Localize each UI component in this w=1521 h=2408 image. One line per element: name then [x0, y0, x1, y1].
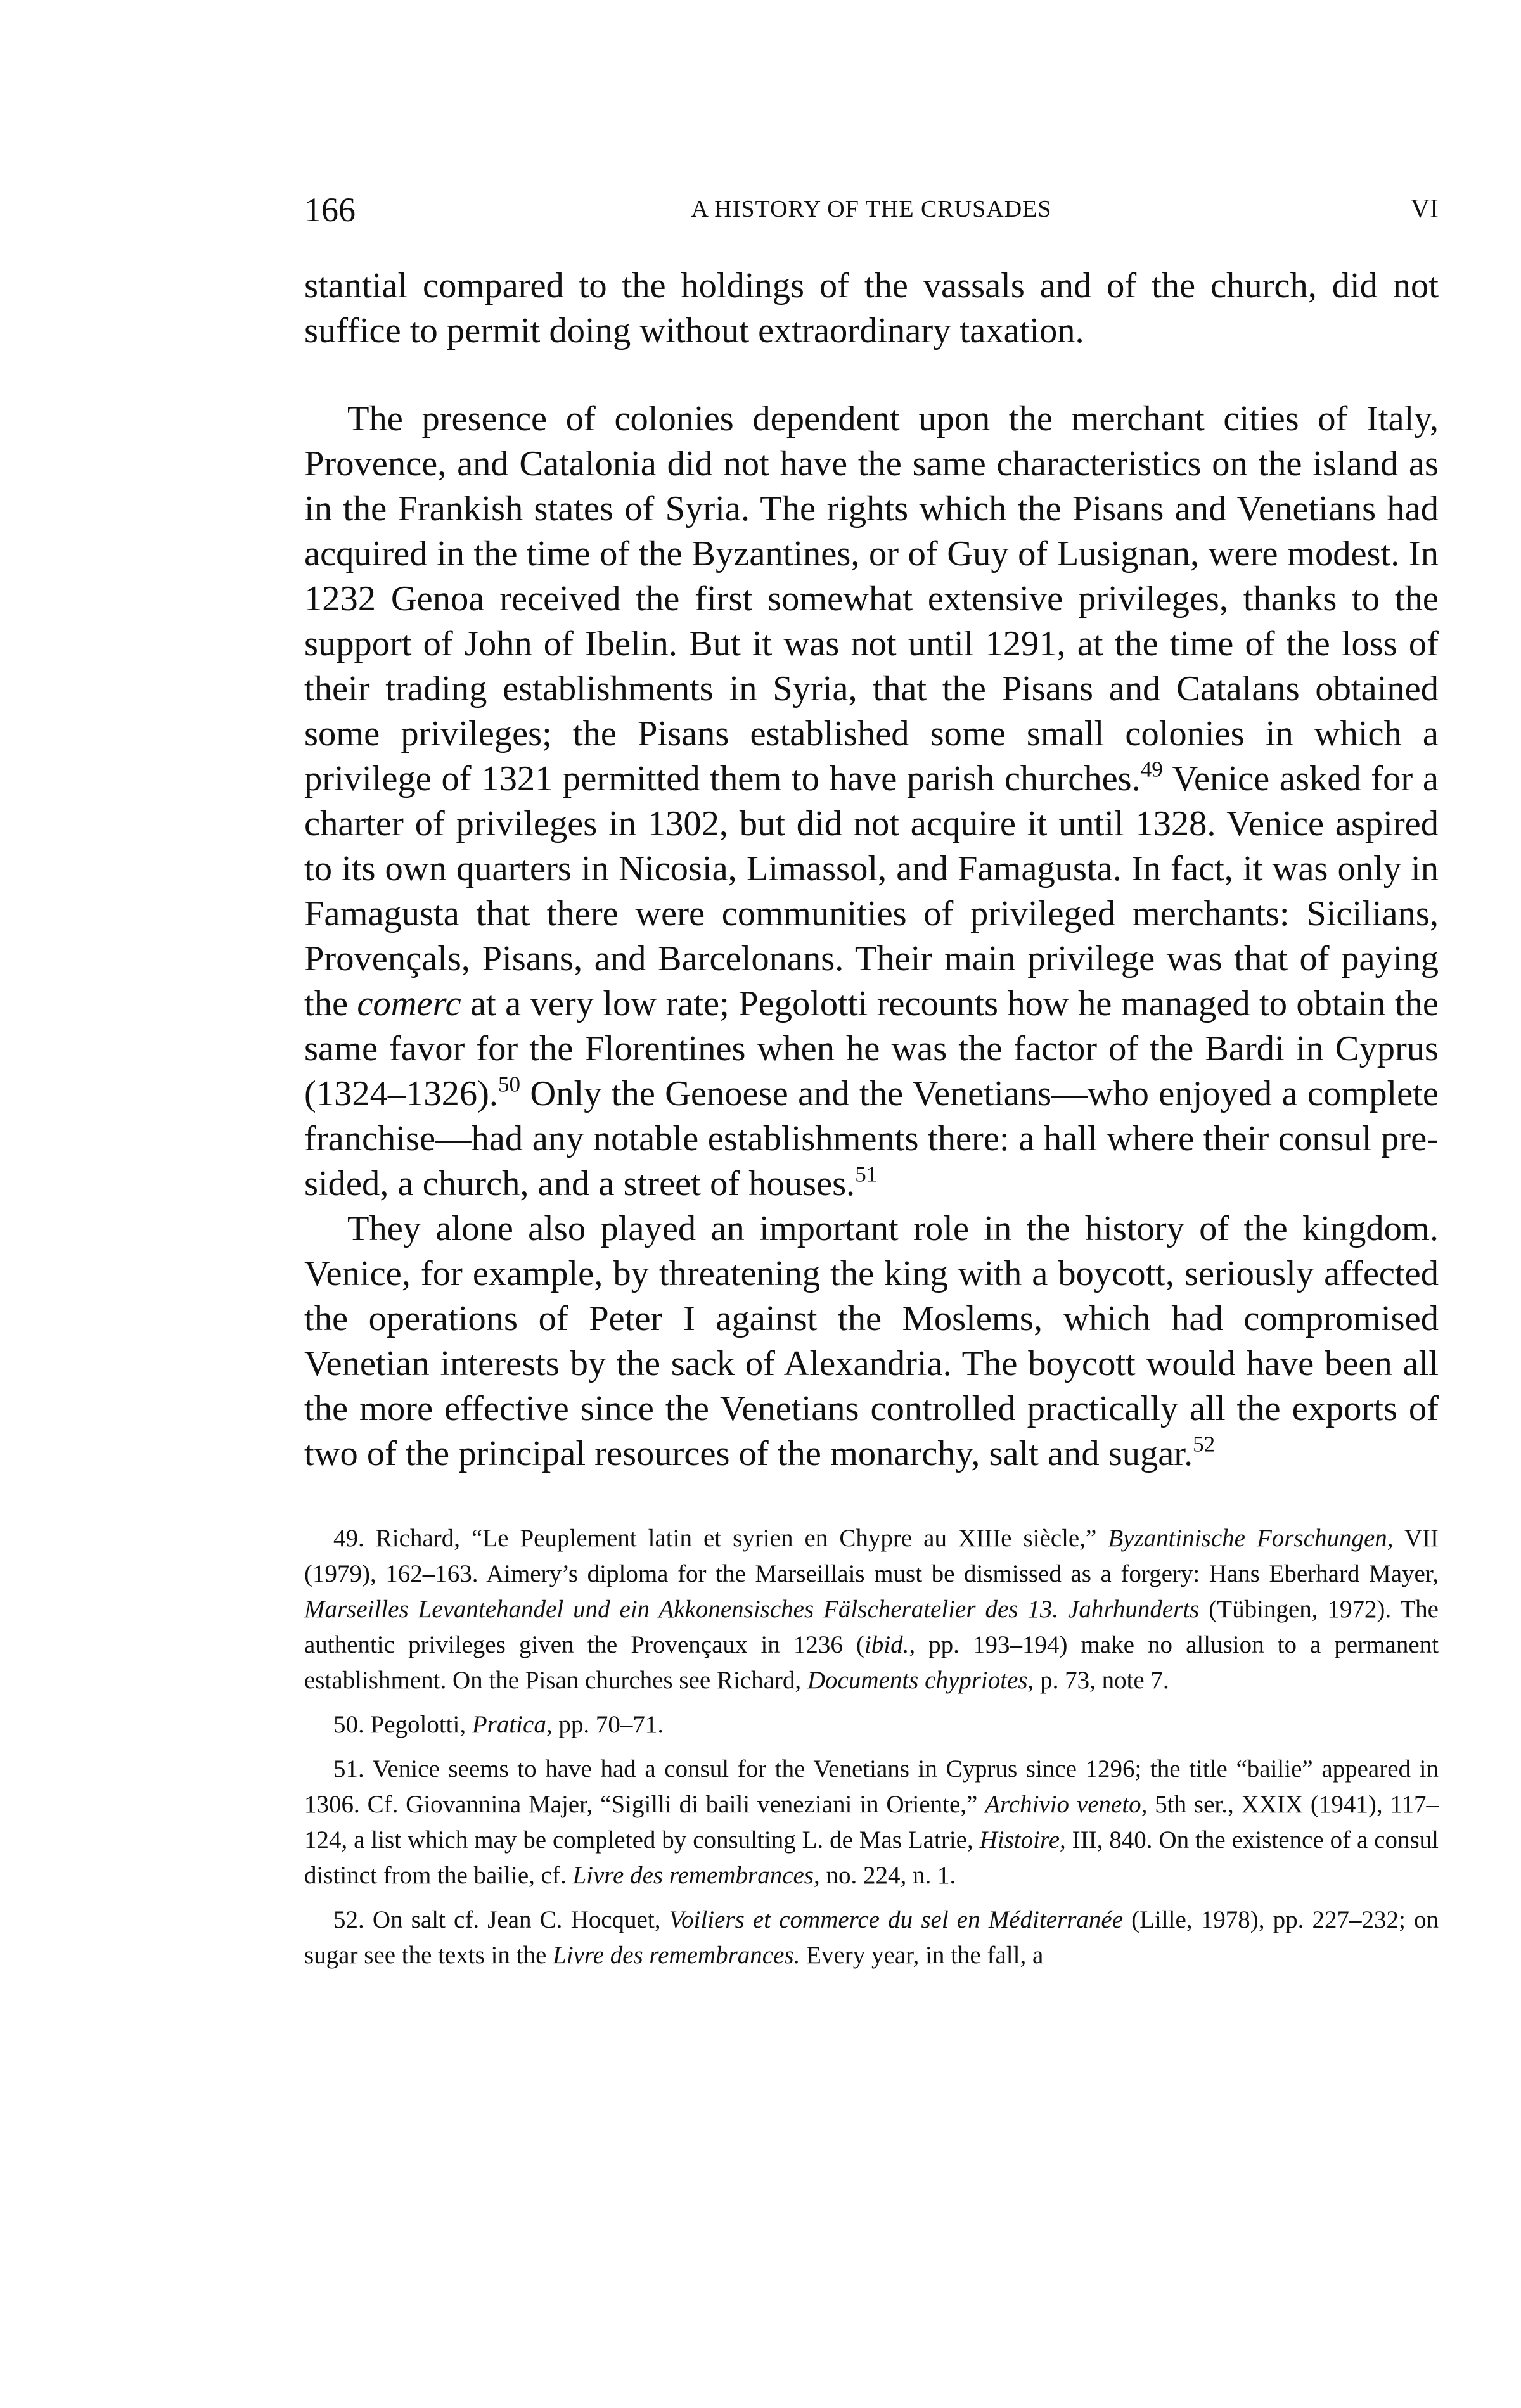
footnotes [304, 1521, 1439, 1973]
footnote-50 [304, 1707, 1439, 1743]
paragraph-colonies [304, 397, 1439, 1207]
paragraph-venetian-role [304, 1207, 1439, 1476]
body-text [304, 264, 1439, 1476]
footnote-text: 52. On salt cf. Jean C. Hocquet, [333, 1906, 669, 1933]
footnote-text: 49. Richard, “Le Peuplement latin et syrien en Chypre au XIIIe siècle,” [333, 1525, 1108, 1552]
footnote-italic: Histoire, [979, 1826, 1066, 1854]
paragraph-text: at a very low rate; Pegolotti recounts how he managed to obtain the same favor for the Florentines when he was the factor of the Bardi in Cyprus (1324–1326). [304, 984, 1439, 1113]
footnote-text: (Lille, 1978), pp. 227–232; on sugar see the texts in the [304, 1906, 1439, 1969]
paragraph-text: They alone also played an important role in the history of the kingdom. Venice, for example, by threatening the king with a boycott, seriously affected the operations of Peter I against the Moslems, which had compromised Venetian interests by the sack of Alexandria. The boycott would have been all the more effective since the Venetians controlled practically all the exports of two of the principal resources of the monarchy, salt and sugar. [304, 1209, 1439, 1473]
footnote-text: Every year, in the fall, a [800, 1942, 1044, 1969]
paragraph-text: Venice asked for a charter of privileges in 1302, but did not acquire it until 1328. Venice aspired to its own quarters in Nicosia, Limassol, and Famagusta. In fact, it was only in Famagusta that there were communities of privileged merchants: Sicilians, Provençals, Pisans, and Barcelonans. Their main privilege was that of paying the [304, 759, 1439, 1023]
footnote-italic: Pratica, [472, 1711, 553, 1738]
footnote-ref-52[interactable]: 52 [1193, 1431, 1216, 1457]
footnote-ref-51[interactable]: 51 [855, 1162, 878, 1187]
footnote-italic: ibid., [864, 1631, 916, 1658]
paragraph-text: The presence of colonies dependent upon the merchant cities of Italy, Provence, and Catalonia did not have the same characteristics on the island as in the Frankish states of Syria. The rights which the Pisans and Venetians had acquired in the time of the Byzantines, or of Guy of Lusignan, were modest. In 1232 Genoa received the first somewhat extensive privileges, thanks to the support of John of Ibelin. But it was not until 1291, at the time of the loss of their trading establishments in Syria, that the Pisans and Catalans obtained some privileges; the Pisans established some small colonies in which a privilege of 1321 permitted them to have parish churches. [304, 399, 1439, 798]
section-number: VI [1410, 195, 1439, 224]
footnote-52 [304, 1902, 1439, 1973]
footnote-text: no. 224, n. 1. [819, 1862, 956, 1889]
running-head [304, 190, 1439, 247]
footnote-49 [304, 1521, 1439, 1698]
footnote-italic: Documents chypriotes, [807, 1667, 1034, 1694]
page-number: 166 [304, 191, 356, 229]
footnote-italic: Marseilles Levantehandel und ein Akkonensisches Fälscheratelier des 13. Jahrhunderts [304, 1596, 1200, 1623]
italic-term-comerc: comerc [357, 984, 461, 1023]
footnote-text: VII (1979), 162–163. Aimery’s diploma for the Marseillais must be dismissed as a forgery: Hans Eberhard Mayer, [304, 1525, 1439, 1587]
footnote-italic: Archivio veneto, [985, 1791, 1148, 1818]
footnote-text: 51. Venice seems to have had a consul for the Venetians in Cyprus since 1296; the title “bailie” appeared in 1306. Cf. Giovannina Majer, “Sigilli di baili veneziani in Oriente,” [304, 1755, 1439, 1818]
footnote-ref-50[interactable]: 50 [498, 1072, 521, 1097]
footnote-italic: Livre des remembrances. [553, 1942, 800, 1969]
footnote-italic: Byzantinische Forschungen, [1108, 1525, 1394, 1552]
paragraph-text: Only the Genoese and the Venetians—who enjoyed a complete franchise—had any notable establishments there: a hall where their consul presided, a church, and a street of houses. [304, 1074, 1439, 1203]
footnote-text: 5th ser., XXIX (1941), 117–124, a list which may be completed by consulting L. de Mas Latrie, [304, 1791, 1439, 1854]
footnote-text: (Tübingen, 1972). The authentic privileges given the Provençaux in 1236 ( [304, 1596, 1439, 1658]
footnote-italic: Livre des remembrances, [572, 1862, 820, 1889]
footnote-text: pp. 70–71. [552, 1711, 664, 1738]
paragraph-continuation: stantial compared to the holdings of the vassals and of the church, did not suffice to permit doing without extraordinary taxation. [304, 266, 1439, 350]
footnote-51 [304, 1752, 1439, 1893]
footnote-text: 50. Pegolotti, [333, 1711, 472, 1738]
footnote-text: pp. 193–194) make no allusion to a permanent establishment. On the Pisan churches see Richard, [304, 1631, 1439, 1694]
footnote-ref-49[interactable]: 49 [1140, 757, 1163, 782]
footnote-text: p. 73, note 7. [1034, 1667, 1169, 1694]
footnote-italic: Voiliers et commerce du sel en Méditerranée [669, 1906, 1124, 1933]
running-title: A HISTORY OF THE CRUSADES [691, 196, 1052, 222]
footnote-text: III, 840. On the existence of a consul distinct from the bailie, cf. [304, 1826, 1439, 1889]
book-page [304, 190, 1439, 2370]
